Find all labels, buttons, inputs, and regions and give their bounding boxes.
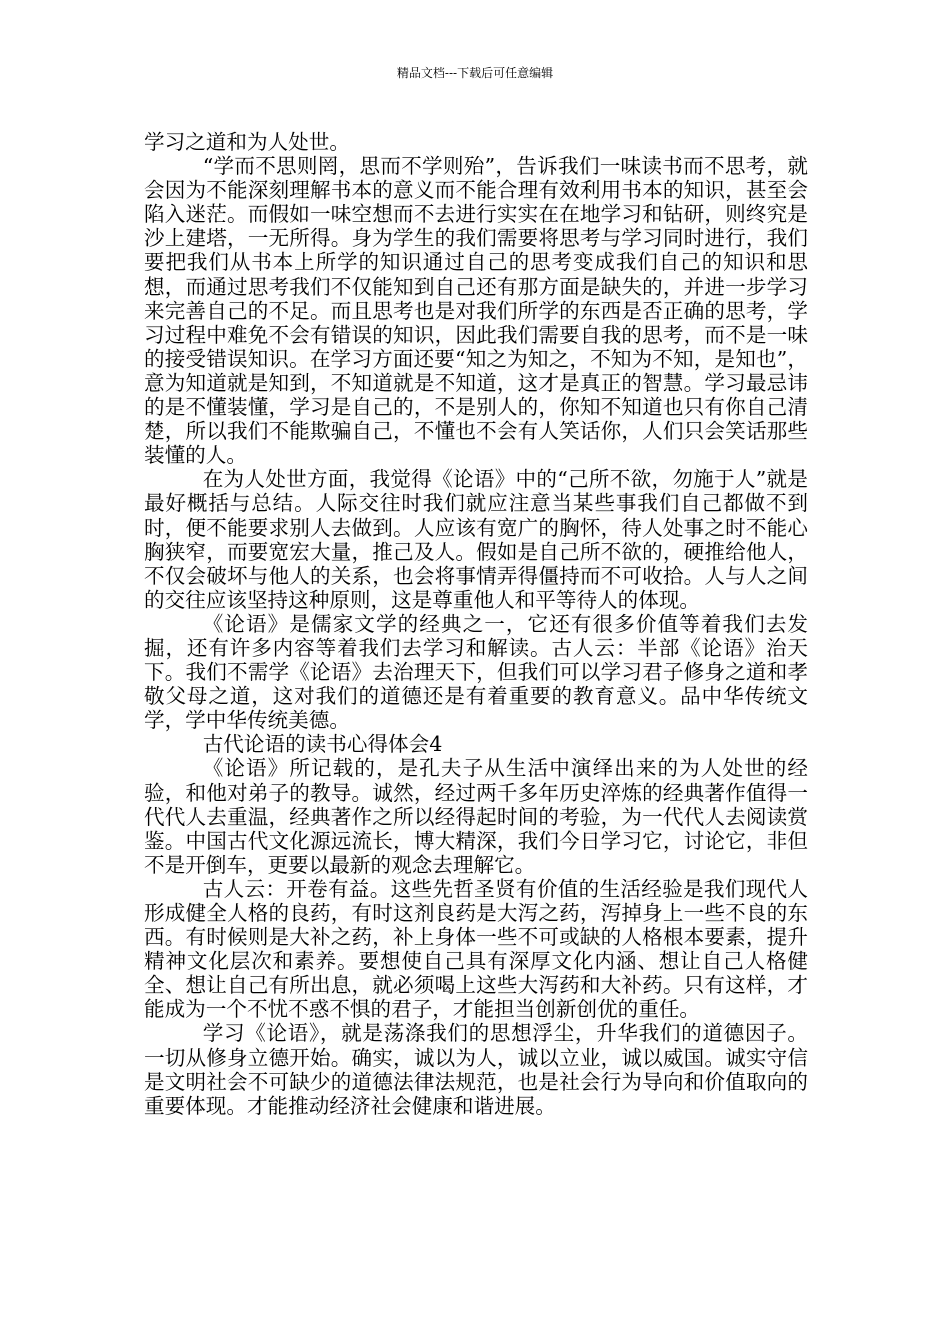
page-header: 精品文档---下载后可任意编辑 — [396, 66, 554, 80]
document-body — [144, 130, 808, 1118]
paragraph-2: “学而不思则罔，思而不学则殆”，告诉我们一味读书而不思考，就会因为不能深刻理解书本的意义而不能合理有效利用书本的知识，甚至会陷入迷茫。而假如一味空想而不去进行实实在在地学习和钻研，则终究是沙上建塔，一无所得。身为学生的我们需要将思考与学习同时进行，我们要把我们从书本上所学的知识通过自己的思考变成我们自己的知识和思想，而通过思考我们不仅能知到自己还有那方面是缺失的，并进一步学习来完善自己的不足。而且思考也是对我们所学的东西是否正确的思考，学习过程中难免不会有错误的知识，因此我们需要自我的思考，而不是一味的接受错误知识。在学习方面还要“知之为知之，不知为不知，是知也”，意为知道就是知到，不知道就是不知道，这才是真正的智慧。学习最忌讳的是不懂装懂，学习是自己的，不是别人的，你知不知道也只有你自己清楚，所以我们不能欺骗自己，不懂也不会有人笑话你，人们只会笑话那些装懂的人。 — [144, 154, 808, 468]
paragraph-3: 在为人处世方面，我觉得《论语》中的“己所不欲，勿施于人”就是最好概括与总结。人际交往时我们就应注意当某些事我们自己都做不到时，便不能要求别人去做到。人应该有宽广的胸怀，待人处事之时不能心胸狭窄，而要宽宏大量，推己及人。假如是自己所不欲的，硬推给他人，不仅会破坏与他人的关系，也会将事情弄得僵持而不可收拾。人与人之间的交往应该坚持这种原则，这是尊重他人和平等待人的体现。 — [144, 467, 808, 612]
paragraph-6: 古人云：开卷有益。这些先哲圣贤有价值的生活经验是我们现代人形成健全人格的良药，有时这剂良药是大泻之药，泻掉身上一些不良的东西。有时候则是大补之药，补上身体一些不可或缺的人格根本要素，提升精神文化层次和素养。要想使自己具有深厚文化内涵、想让自己人格健全、想让自己有所出息，就必须喝上这些大泻药和大补药。只有这样，才能成为一个不忧不惑不惧的君子，才能担当创新创优的重任。 — [144, 876, 808, 1022]
paragraph-1: 学习之道和为人处世。 — [144, 130, 350, 154]
paragraph-4: 《论语》是儒家文学的经典之一，它还有很多价值等着我们去发掘，还有许多内容等着我们去学习和解读。古人云：半部《论语》治天下。我们不需学《论语》去治理天下，但我们可以学习君子修身之道和孝敬父母之道，这对我们的道德还是有着重要的教育意义。品中华传统文学，学中华传统美德。 — [144, 611, 808, 733]
section-heading: 古代论语的读书心得体会4 — [202, 732, 443, 757]
paragraph-7: 学习《论语》，就是荡涤我们的思想浮尘，升华我们的道德因子。一切从修身立德开始。确实，诚以为人，诚以立业，诚以威国。诚实守信是文明社会不可缺少的道德法律法规范，也是社会行为导向和价值取向的重要体现。才能推动经济社会健康和谐进展。 — [144, 1021, 808, 1118]
paragraph-5: 《论语》所记载的，是孔夫子从生活中演绎出来的为人处世的经验，和他对弟子的教导。诚然，经过两千多年历史淬炼的经典著作值得一代代人去重温，经典著作之所以经得起时间的考验，为一代代人去阅读赏鉴。中国古代文化源远流长，博大精深，我们今日学习它，讨论它，非但不是开倒车，更要以最新的观念去理解它。 — [144, 756, 808, 877]
